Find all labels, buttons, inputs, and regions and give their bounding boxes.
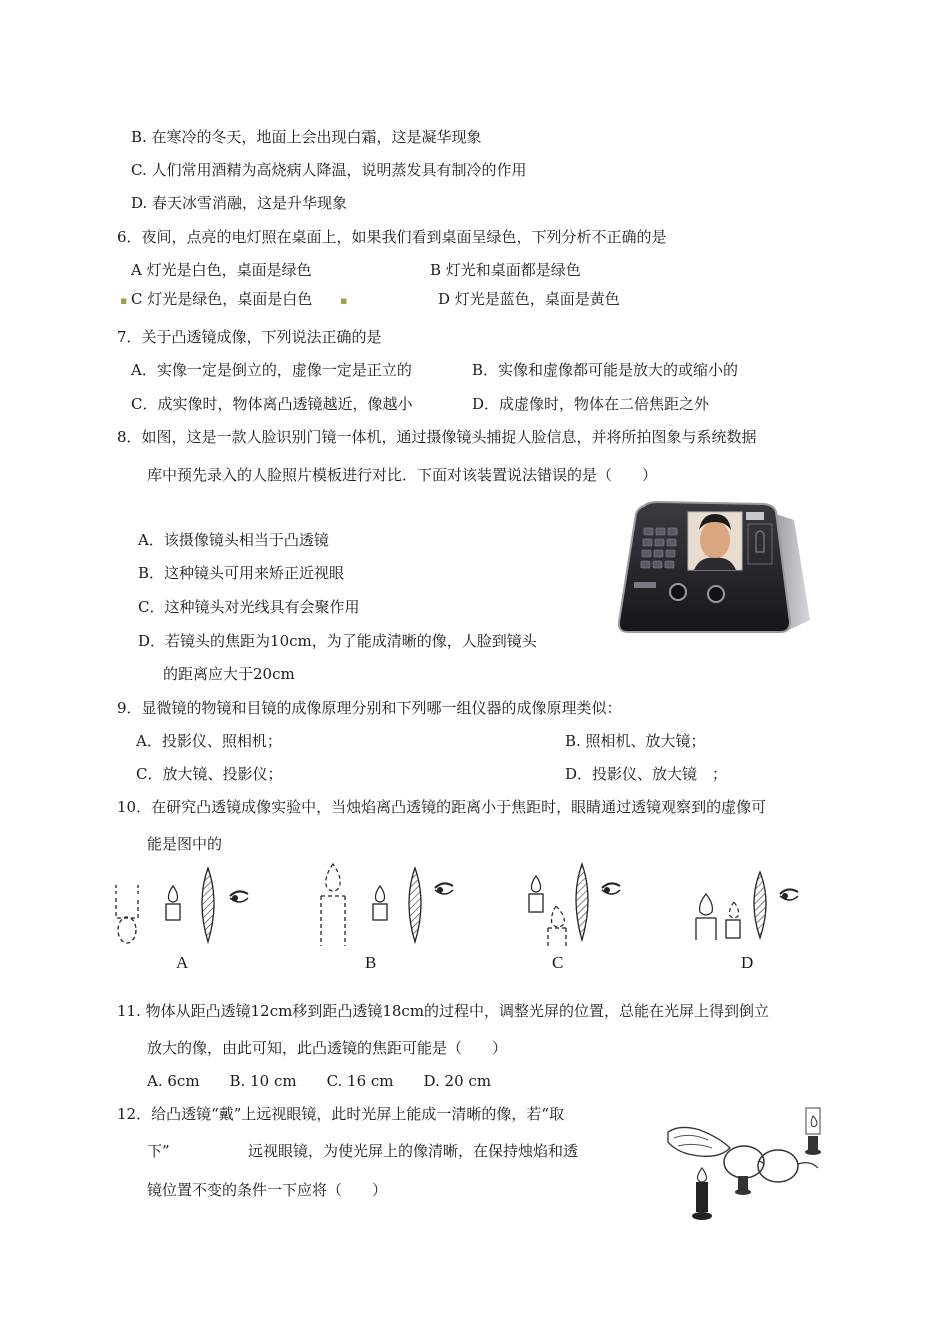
q9-option-c: C．放大镜、投影仪； [136, 765, 283, 783]
candle-lens-diagram-a [110, 862, 260, 948]
candle-lens-diagram-d [690, 862, 840, 948]
candle-lens-diagram-b [315, 862, 465, 948]
q12-stem-line-3: 镜位置不变的条件一下应将（ ） [147, 1181, 388, 1199]
q12-stem-line-2-start: 下” [147, 1142, 170, 1160]
q7-option-d: D．成虚像时，物体在二倍焦距之外 [472, 395, 710, 413]
q8-option-d-line-2: 的距离应大于20cm [163, 665, 295, 683]
q7-stem: 7．关于凸透镜成像，下列说法正确的是 [117, 328, 382, 346]
q11-options: A. 6cm B. 10 cm C. 16 cm D. 20 cm [147, 1072, 492, 1090]
face-recognition-device-image [614, 500, 812, 635]
figure-label-c: C [552, 953, 564, 972]
candle-lens-diagram-c [520, 858, 670, 948]
q8-option-d-line-1: D．若镜头的焦距为10cm，为了能成清晰的像，人脸到镜头 [138, 632, 537, 650]
figure-label-d: D [741, 953, 754, 972]
glasses-candle-sketch [660, 1102, 840, 1232]
figure-label-b: B [365, 953, 377, 972]
q7-option-c: C．成实像时，物体离凸透镜越近，像越小 [131, 395, 413, 413]
q9-option-a: A．投影仪、照相机； [136, 732, 282, 750]
q12-stem-line-2-end: 远视眼镜，为使光屏上的像清晰，在保持烛焰和透 [248, 1142, 579, 1160]
q6-mark-left: ▪ [120, 294, 128, 307]
q8-option-a: A．该摄像镜头相当于凸透镜 [138, 531, 329, 549]
q11-stem-line-2: 放大的像，由此可知，此凸透镜的焦距可能是（ ） [147, 1039, 508, 1057]
q12-stem-line-1: 12．给凸透镜“戴”上远视眼镜，此时光屏上能成一清晰的像，若“取 [117, 1105, 565, 1123]
q9-option-d: D．投影仪、放大镜 ； [565, 765, 728, 783]
q5-option-b: B. 在寒冷的冬天，地面上会出现白霜，这是凝华现象 [131, 128, 482, 146]
q8-option-c: C．这种镜头对光线具有会聚作用 [138, 598, 360, 616]
q6-option-d: D 灯光是蓝色，桌面是黄色 [438, 290, 620, 308]
q7-option-a: A．实像一定是倒立的，虚像一定是正立的 [131, 361, 412, 379]
q9-option-b: B. 照相机、放大镜； [565, 732, 706, 750]
q8-stem-line-2: 库中预先录入的人脸照片模板进行对比．下面对该装置说法错误的是（ ） [147, 466, 658, 484]
q6-option-a: A 灯光是白色，桌面是绿色 [131, 261, 312, 279]
q5-option-d: D. 春天冰雪消融，这是升华现象 [131, 194, 348, 212]
q10-stem-line-1: 10．在研究凸透镜成像实验中，当烛焰离凸透镜的距离小于焦距时，眼睛通过透镜观察到的虚像可 [117, 798, 767, 816]
q5-option-c: C. 人们常用酒精为高烧病人降温，说明蒸发具有制冷的作用 [131, 161, 527, 179]
q8-option-b: B．这种镜头可用来矫正近视眼 [138, 564, 345, 582]
q6-option-b: B 灯光和桌面都是绿色 [430, 261, 581, 279]
q7-option-b: B．实像和虚像都可能是放大的或缩小的 [472, 361, 739, 379]
q6-stem: 6．夜间，点亮的电灯照在桌面上，如果我们看到桌面呈绿色，下列分析不正确的是 [117, 228, 667, 246]
q8-stem-line-1: 8．如图，这是一款人脸识别门镜一体机，通过摄像镜头捕捉人脸信息，并将所拍图象与系统数据 [117, 428, 757, 446]
figure-label-a: A [176, 953, 189, 972]
q11-stem-line-1: 11. 物体从距凸透镜12cm移到距凸透镜18cm的过程中，调整光屏的位置，总能在光屏上得到倒立 [117, 1002, 770, 1020]
q10-stem-line-2: 能是图中的 [147, 835, 223, 853]
q6-mark-right: ▪ [340, 294, 348, 307]
q6-option-c: C 灯光是绿色，桌面是白色 [131, 290, 313, 308]
q9-stem: 9．显微镜的物镜和目镜的成像原理分别和下列哪一组仪器的成像原理类似： [117, 699, 622, 717]
